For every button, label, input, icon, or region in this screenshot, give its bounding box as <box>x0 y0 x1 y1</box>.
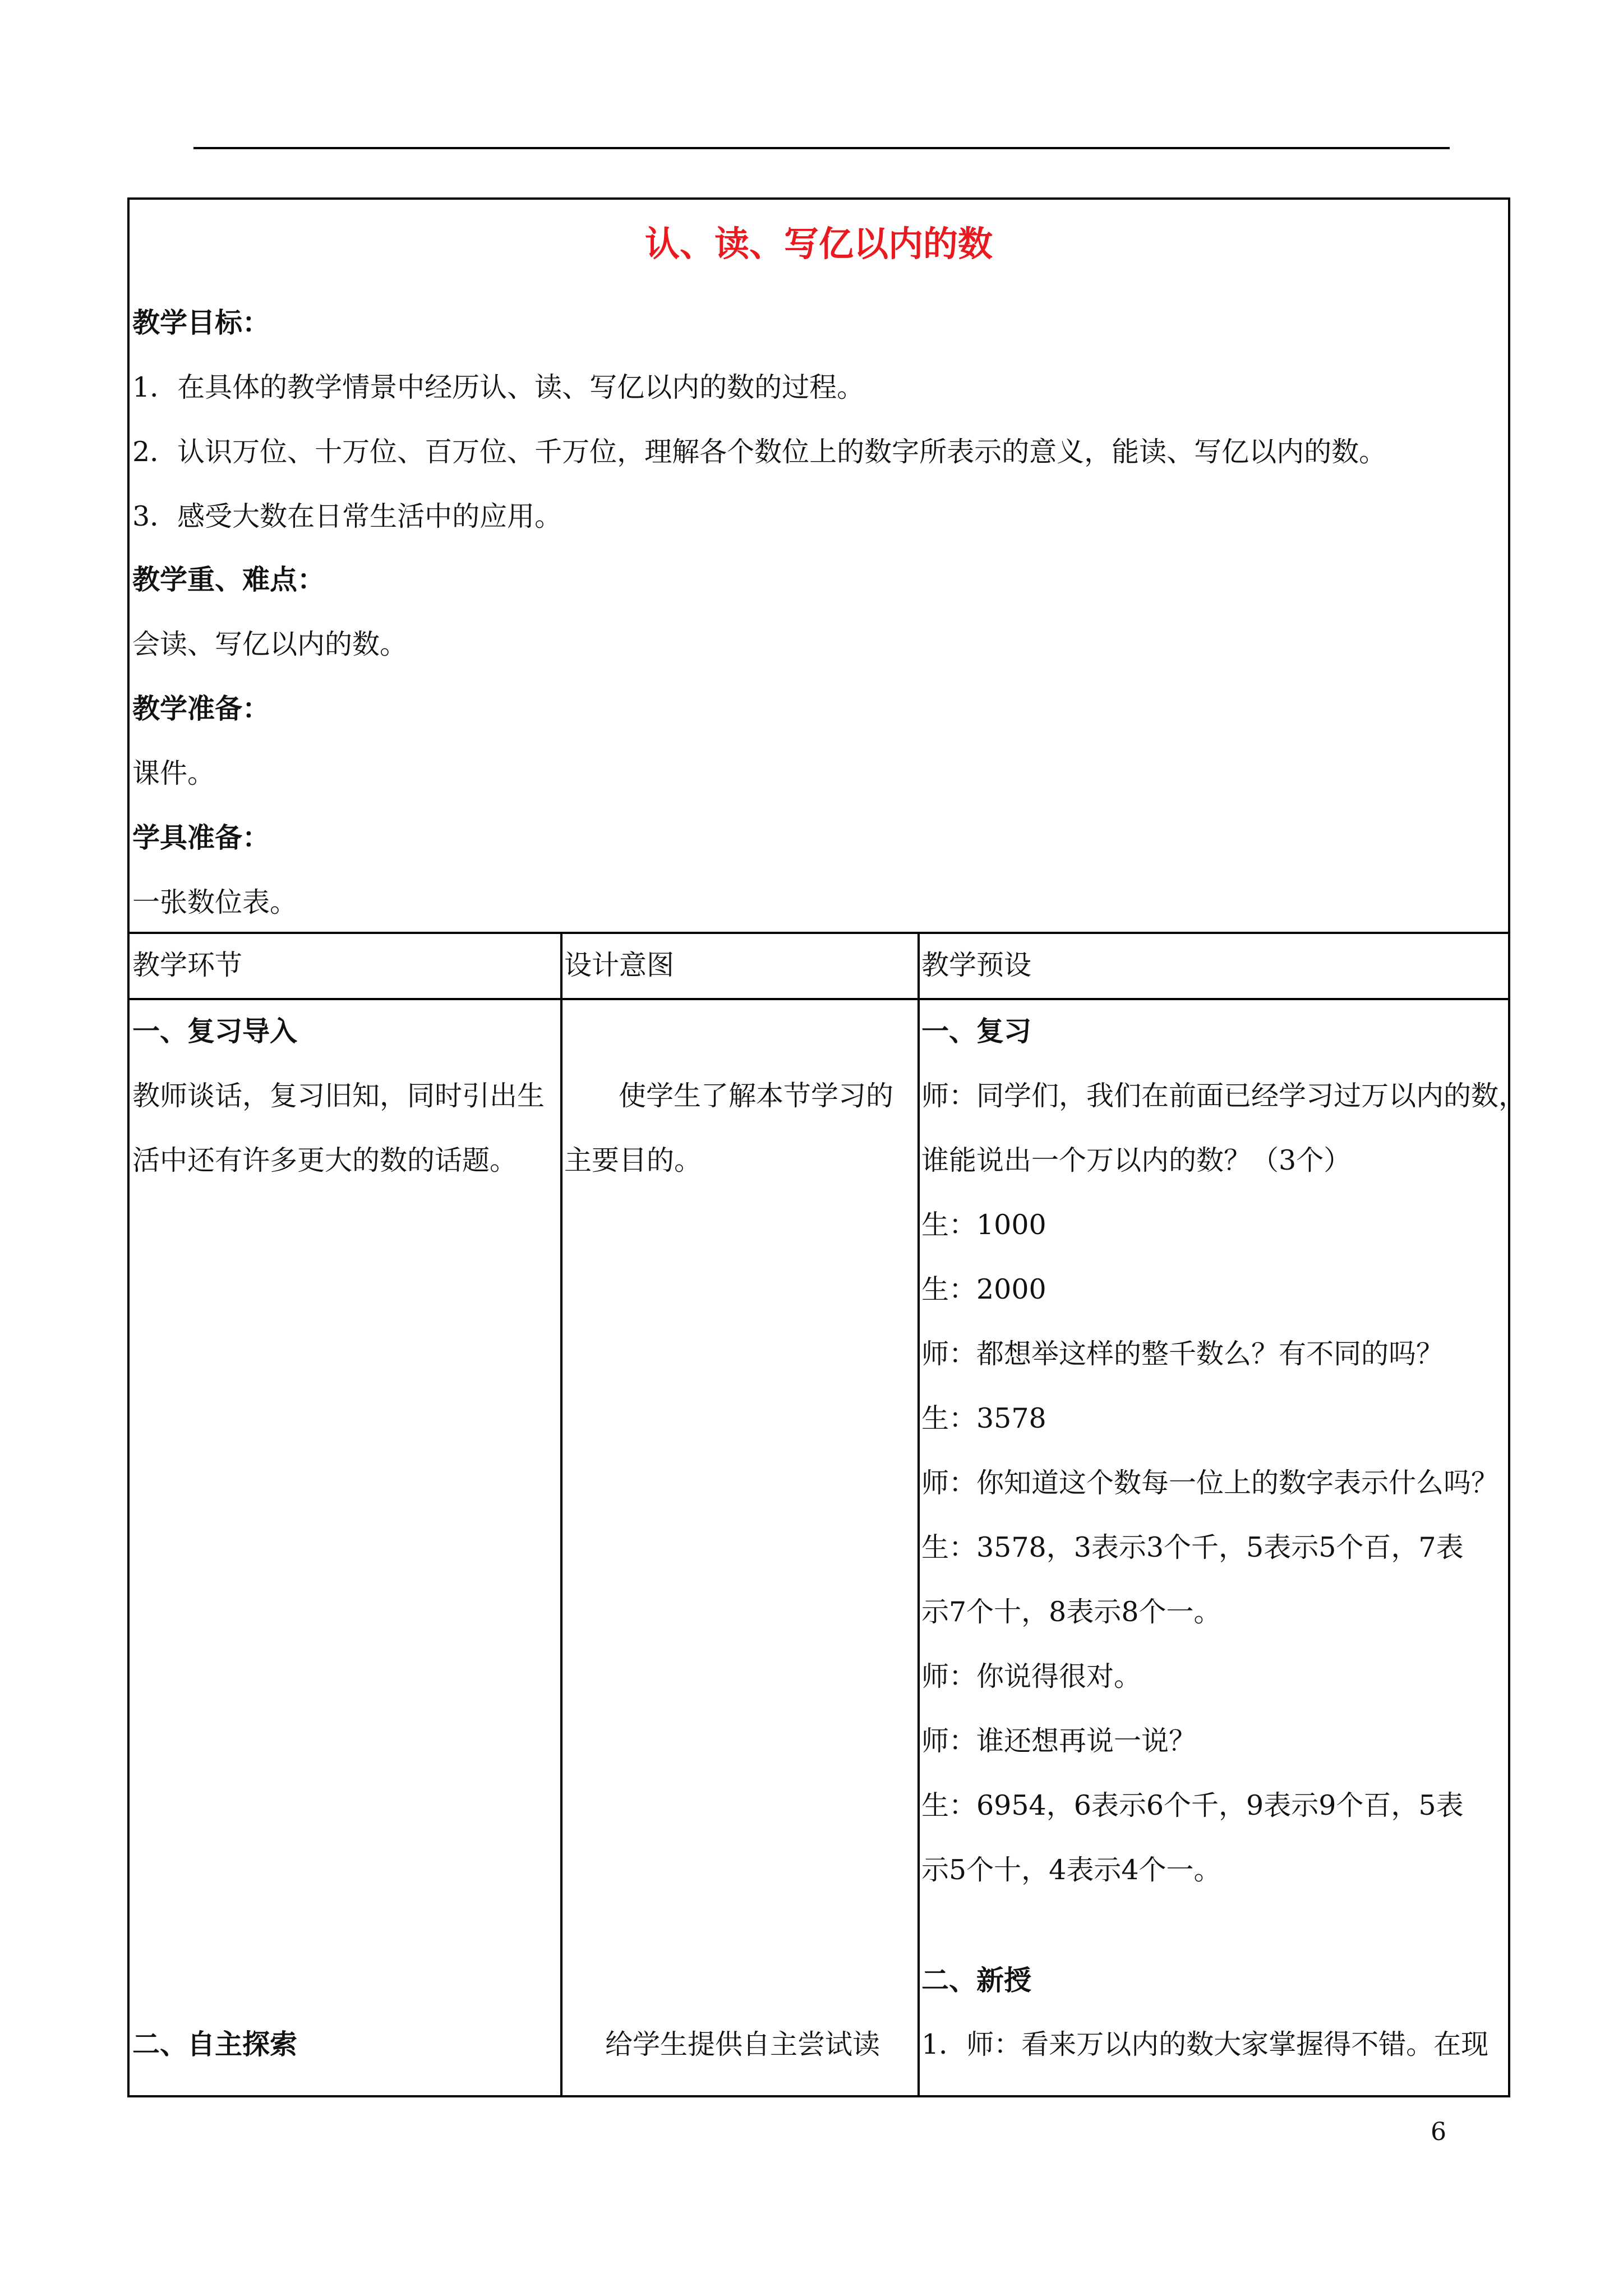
dialogue-line: 生：3578，3表示3个千，5表示5个百，7表 <box>921 1531 1464 1563</box>
design-intent: 使学生了解本节学习的 <box>619 1080 894 1112</box>
design-intent: 主要目的。 <box>564 1144 702 1176</box>
column-header: 设计意图 <box>564 949 675 981</box>
table-divider <box>130 998 1508 1000</box>
dialogue-line: 师：谁还想再说一说？ <box>921 1725 1197 1757</box>
document-title: 认、读、写亿以内的数 <box>644 223 993 264</box>
student-prep-text: 一张数位表。 <box>132 886 298 918</box>
objective-item: 2．认识万位、十万位、百万位、千万位，理解各个数位上的数字所表示的意义，能读、写亿以内的数。 <box>132 436 1387 468</box>
dialogue-line: 示5个十，4表示4个一。 <box>921 1854 1221 1886</box>
student-prep-heading: 学具准备： <box>132 821 270 854</box>
dialogue-line: 生：6954，6表示6个千，9表示9个百，5表 <box>921 1789 1464 1821</box>
dialogue-line: 生：1000 <box>921 1209 1046 1241</box>
section-title: 二、自主探索 <box>132 2028 298 2060</box>
design-intent: 给学生提供自主尝试读 <box>605 2028 880 2060</box>
column-header: 教学环节 <box>132 949 243 981</box>
preset-heading: 二、新授 <box>921 1964 1032 1996</box>
objectives-heading: 教学目标： <box>132 306 270 339</box>
column-divider <box>560 932 562 2095</box>
dialogue-line: 生：3578 <box>921 1402 1046 1434</box>
objective-item: 1．在具体的教学情景中经历认、读、写亿以内的数的过程。 <box>132 371 865 403</box>
key-points-text: 会读、写亿以内的数。 <box>132 628 408 660</box>
lesson-plan-table <box>127 197 1527 2097</box>
stage-description: 教师谈话，复习旧知，同时引出生 <box>132 1080 545 1112</box>
section-title: 一、复习导入 <box>132 1015 298 1047</box>
dialogue-line: 1．师：看来万以内的数大家掌握得不错。在现 <box>921 2028 1489 2060</box>
header-rule <box>193 147 1450 149</box>
dialogue-line: 师：你说得很对。 <box>921 1660 1142 1692</box>
teacher-prep-heading: 教学准备： <box>132 692 270 725</box>
dialogue-line: 师：同学们，我们在前面已经学习过万以内的数， <box>921 1080 1527 1112</box>
column-divider <box>917 932 920 2095</box>
key-points-heading: 教学重、难点： <box>132 563 325 596</box>
preset-heading: 一、复习 <box>921 1015 1032 1047</box>
dialogue-line: 示7个十，8表示8个一。 <box>921 1596 1221 1628</box>
table-divider <box>130 932 1508 934</box>
column-header: 教学预设 <box>921 949 1032 981</box>
stage-description: 活中还有许多更大的数的话题。 <box>132 1144 518 1176</box>
page-number: 6 <box>1431 2118 1446 2146</box>
objective-item: 3．感受大数在日常生活中的应用。 <box>132 500 562 532</box>
dialogue-line: 谁能说出一个万以内的数？（3个） <box>921 1144 1352 1176</box>
teacher-prep-text: 课件。 <box>132 757 215 789</box>
dialogue-line: 生：2000 <box>921 1273 1046 1305</box>
dialogue-line: 师：都想举这样的整千数么？有不同的吗？ <box>921 1338 1444 1370</box>
dialogue-line: 师：你知道这个数每一位上的数字表示什么吗？ <box>921 1467 1499 1499</box>
